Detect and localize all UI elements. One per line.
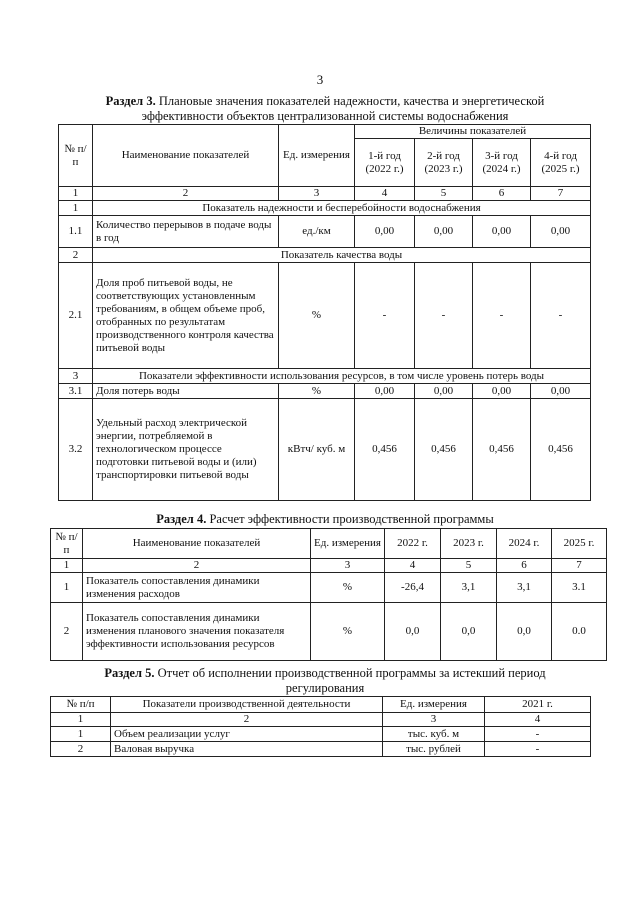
s3-colnum: 4 xyxy=(355,187,415,201)
s3-row-2-1-value: - xyxy=(355,263,415,369)
s3-colnum: 6 xyxy=(473,187,531,201)
s4-row1-value: 3,1 xyxy=(441,573,497,603)
s4-header-year2: 2023 г. xyxy=(441,529,497,559)
s3-row-2-1-value: - xyxy=(531,263,591,369)
s3-row-3-1-value: 0,00 xyxy=(415,384,473,399)
s3-header-unit: Ед. измерения xyxy=(279,125,355,187)
s3-row-3-1-name: Доля потерь воды xyxy=(93,384,279,399)
s3-row-2-1-value: - xyxy=(473,263,531,369)
s5-header-name: Показатели производственной деятельности xyxy=(111,697,383,713)
s3-row-2-1-unit: % xyxy=(279,263,355,369)
s3-header-name: Наименование показателей xyxy=(93,125,279,187)
s4-colnum: 2 xyxy=(83,559,311,573)
s4-row2-value: 0,0 xyxy=(385,603,441,661)
s5-header-unit: Ед. измерения xyxy=(383,697,485,713)
section4-title-bold: Раздел 4. xyxy=(156,512,207,526)
s4-row2-value: 0.0 xyxy=(552,603,607,661)
s3-row-1-1-value: 0,00 xyxy=(415,216,473,248)
s4-row1-num: 1 xyxy=(51,573,83,603)
s3-row-2-1-num: 2.1 xyxy=(59,263,93,369)
s4-header-year1: 2022 г. xyxy=(385,529,441,559)
s3-row-1-1-value: 0,00 xyxy=(355,216,415,248)
s4-row2-num: 2 xyxy=(51,603,83,661)
page-number: 3 xyxy=(316,72,324,87)
section3-table xyxy=(58,124,591,501)
s4-header-name: Наименование показателей xyxy=(83,529,311,559)
s3-row-3-1-value: 0,00 xyxy=(355,384,415,399)
s4-header-num: № п/п xyxy=(51,529,83,559)
s5-row1-name: Объем реализации услуг xyxy=(111,727,383,742)
s4-row1-value: -26,4 xyxy=(385,573,441,603)
s3-row-3-1-num: 3.1 xyxy=(59,384,93,399)
s4-colnum: 1 xyxy=(51,559,83,573)
s3-header-year3: 3-й год (2024 г.) xyxy=(473,139,531,187)
s3-header-year4: 4-й год (2025 г.) xyxy=(531,139,591,187)
s4-colnum: 3 xyxy=(311,559,385,573)
section3-title-bold: Раздел 3. xyxy=(105,94,156,108)
s3-group3-num: 3 xyxy=(59,369,93,384)
s4-row2-name: Показатель сопоставления динамики изменения планового значения показателя эффективности использования ресурсов xyxy=(83,603,311,661)
s4-row1-value: 3.1 xyxy=(552,573,607,603)
section3-title-line1: Плановые значения показателей надежности, качества и энергетической xyxy=(155,94,545,108)
s3-row-2-1-value: - xyxy=(415,263,473,369)
section5-title-bold: Раздел 5. xyxy=(104,666,155,680)
s3-colnum: 5 xyxy=(415,187,473,201)
s3-row-3-2-value: 0,456 xyxy=(531,399,591,501)
section4-title-rest: Расчет эффективности производственной программы xyxy=(206,512,494,526)
s3-row-1-1-value: 0,00 xyxy=(473,216,531,248)
s3-group1-num: 1 xyxy=(59,201,93,216)
s3-row-3-1-value: 0,00 xyxy=(531,384,591,399)
s3-colnum: 2 xyxy=(93,187,279,201)
s5-row1-num: 1 xyxy=(51,727,111,742)
s4-colnum: 5 xyxy=(441,559,497,573)
s4-row2-value: 0,0 xyxy=(441,603,497,661)
section5-table xyxy=(50,696,591,757)
section3-heading xyxy=(40,94,610,124)
s3-row-3-1-value: 0,00 xyxy=(473,384,531,399)
section4-table xyxy=(50,528,607,661)
s5-header-year: 2021 г. xyxy=(485,697,591,713)
s3-header-year2: 2-й год (2023 г.) xyxy=(415,139,473,187)
s3-header-values-group: Величины показателей xyxy=(355,125,591,139)
s3-row-3-2-value: 0,456 xyxy=(473,399,531,501)
s5-colnum: 3 xyxy=(383,713,485,727)
s4-colnum: 4 xyxy=(385,559,441,573)
s3-colnum: 1 xyxy=(59,187,93,201)
s5-colnum: 4 xyxy=(485,713,591,727)
section4-heading xyxy=(40,512,610,527)
section3-title-line2: эффективности объектов централизованной системы водоснабжения xyxy=(141,109,509,123)
s3-row-3-2-value: 0,456 xyxy=(415,399,473,501)
s3-row-1-1-unit: ед./км xyxy=(279,216,355,248)
s3-row-3-1-unit: % xyxy=(279,384,355,399)
s5-row1-unit: тыс. куб. м xyxy=(383,727,485,742)
s3-row-1-1-value: 0,00 xyxy=(531,216,591,248)
s5-colnum: 1 xyxy=(51,713,111,727)
section5-title-line2: регулирования xyxy=(285,681,365,695)
s4-colnum: 6 xyxy=(497,559,552,573)
s4-header-year4: 2025 г. xyxy=(552,529,607,559)
s5-row2-name: Валовая выручка xyxy=(111,742,383,757)
s4-row1-unit: % xyxy=(311,573,385,603)
s4-colnum: 7 xyxy=(552,559,607,573)
s3-colnum: 7 xyxy=(531,187,591,201)
s5-row2-num: 2 xyxy=(51,742,111,757)
s5-row1-value: - xyxy=(485,727,591,742)
s3-group2-num: 2 xyxy=(59,248,93,263)
s5-row2-value: - xyxy=(485,742,591,757)
s4-row2-value: 0,0 xyxy=(497,603,552,661)
s5-colnum: 2 xyxy=(111,713,383,727)
s4-row2-unit: % xyxy=(311,603,385,661)
s3-row-1-1-num: 1.1 xyxy=(59,216,93,248)
s4-row1-name: Показатель сопоставления динамики изменения расходов xyxy=(83,573,311,603)
s3-row-3-2-unit: кВтч/ куб. м xyxy=(279,399,355,501)
s3-group3-title: Показатели эффективности использования ресурсов, в том числе уровень потерь воды xyxy=(93,369,591,384)
s4-row1-value: 3,1 xyxy=(497,573,552,603)
s5-header-num: № п/п xyxy=(51,697,111,713)
s4-header-unit: Ед. измерения xyxy=(311,529,385,559)
section5-heading xyxy=(40,666,610,696)
s3-header-year1: 1-й год (2022 г.) xyxy=(355,139,415,187)
s3-row-3-2-num: 3.2 xyxy=(59,399,93,501)
s3-colnum: 3 xyxy=(279,187,355,201)
s4-header-year3: 2024 г. xyxy=(497,529,552,559)
s5-row2-unit: тыс. рублей xyxy=(383,742,485,757)
s3-row-2-1-name: Доля проб питьевой воды, не соответствующих установленным требованиям, в общем объеме проб, отобранных по результатам производственного контроля качества питьевой воды xyxy=(93,263,279,369)
s3-header-num: № п/п xyxy=(59,125,93,187)
s3-row-3-2-name: Удельный расход электрической энергии, потребляемой в технологическом процессе подготовки питьевой воды и (или) транспортировки питьевой воды xyxy=(93,399,279,501)
s3-row-1-1-name: Количество перерывов в подаче воды в год xyxy=(93,216,279,248)
s3-group1-title: Показатель надежности и бесперебойности водоснабжения xyxy=(93,201,591,216)
s3-row-3-2-value: 0,456 xyxy=(355,399,415,501)
section5-title-line1: Отчет об исполнении производственной программы за истекший период xyxy=(154,666,546,680)
s3-group2-title: Показатель качества воды xyxy=(93,248,591,263)
